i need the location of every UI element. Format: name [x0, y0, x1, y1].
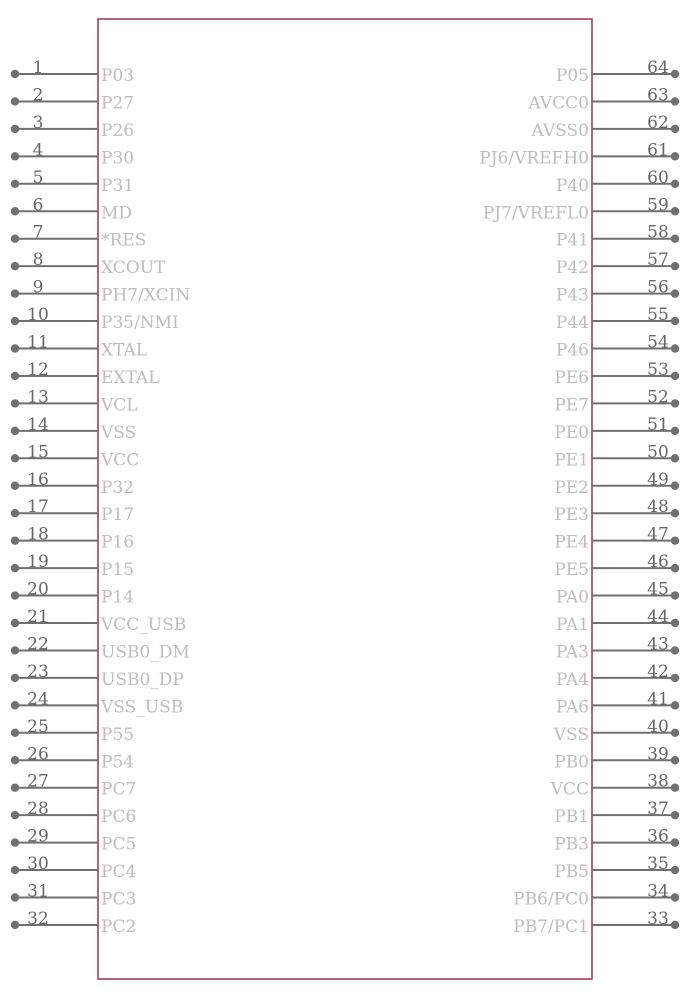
pin-number: 37 — [647, 799, 669, 820]
pin-50 — [554, 442, 679, 470]
pin-number: 49 — [647, 469, 669, 490]
right-pin-group — [479, 58, 679, 937]
pin-number: 12 — [27, 359, 49, 380]
pin-name-label: PE5 — [554, 560, 589, 581]
pin-number: 1 — [32, 58, 44, 78]
pin-name-label: P44 — [555, 313, 589, 334]
pin-63 — [527, 85, 679, 113]
pin-name-label: P03 — [101, 66, 135, 86]
pin-endpoint-dot — [11, 893, 19, 901]
pin-endpoint-dot — [11, 729, 19, 737]
pin-name-label: PE7 — [554, 395, 589, 416]
pin-number: 59 — [647, 195, 669, 216]
pin-number: 62 — [647, 112, 669, 133]
pin-endpoint-dot — [11, 180, 19, 188]
pin-name-label: PC7 — [101, 779, 137, 800]
pin-51 — [554, 415, 679, 443]
pin-number: 38 — [647, 771, 669, 792]
pin-number: 16 — [27, 469, 49, 490]
pin-number: 25 — [27, 716, 49, 737]
pin-endpoint-dot — [11, 97, 19, 105]
pin-name-label: USB0_DP — [101, 669, 184, 690]
pin-7 — [11, 223, 147, 251]
pin-name-label: P32 — [101, 477, 135, 498]
pin-name-label: P35/NMI — [101, 313, 179, 334]
pin-name-label: PE2 — [554, 477, 589, 498]
pin-endpoint-dot — [11, 152, 19, 160]
pin-endpoint-dot — [671, 866, 679, 874]
pin-31 — [11, 882, 136, 910]
pin-name-label: PC2 — [101, 916, 137, 937]
pin-number: 8 — [32, 250, 44, 271]
pin-number: 9 — [32, 277, 44, 298]
pin-endpoint-dot — [671, 344, 679, 352]
pin-34 — [513, 882, 679, 910]
pin-endpoint-dot — [11, 838, 19, 846]
pin-17 — [11, 497, 134, 525]
pin-1 — [11, 58, 134, 86]
pin-endpoint-dot — [11, 482, 19, 490]
pin-14 — [11, 415, 136, 443]
pin-name-label: PA6 — [556, 697, 589, 718]
pin-endpoint-dot — [11, 262, 19, 270]
pin-27 — [11, 772, 136, 800]
pin-number: 42 — [647, 661, 669, 682]
pin-number: 36 — [647, 826, 669, 847]
pin-5 — [11, 168, 134, 196]
pin-number: 2 — [32, 85, 44, 106]
pin-endpoint-dot — [11, 235, 19, 243]
pin-endpoint-dot — [671, 152, 679, 160]
pin-name-label: PA0 — [556, 587, 589, 608]
pin-name-label: P31 — [101, 175, 135, 196]
pin-endpoint-dot — [671, 427, 679, 435]
pin-endpoint-dot — [671, 536, 679, 544]
pin-endpoint-dot — [671, 784, 679, 792]
pin-endpoint-dot — [671, 838, 679, 846]
pin-32 — [11, 909, 136, 937]
pin-name-label: VCL — [101, 395, 138, 416]
pin-3 — [11, 113, 134, 141]
pin-name-label: PE6 — [554, 367, 589, 388]
pin-48 — [554, 497, 679, 525]
pin-60 — [556, 168, 679, 196]
pin-58 — [556, 223, 679, 251]
pin-56 — [556, 278, 679, 306]
pin-endpoint-dot — [11, 509, 19, 517]
pin-37 — [554, 799, 679, 827]
pin-endpoint-dot — [11, 317, 19, 325]
pin-22 — [11, 634, 190, 662]
pin-41 — [556, 689, 679, 717]
pin-number: 51 — [647, 414, 669, 435]
pin-name-label: P15 — [101, 560, 135, 581]
pin-name-label: PC4 — [101, 862, 137, 883]
pin-number: 32 — [27, 908, 49, 929]
pin-12 — [11, 360, 160, 388]
pin-number: 58 — [647, 222, 669, 243]
pin-endpoint-dot — [11, 399, 19, 407]
pin-number: 11 — [27, 332, 49, 353]
pin-number: 26 — [27, 744, 49, 765]
pin-endpoint-dot — [11, 536, 19, 544]
pin-name-label: PB7/PC1 — [513, 916, 589, 937]
pin-number: 52 — [647, 387, 669, 408]
pin-59 — [483, 195, 679, 223]
pin-number: 29 — [27, 826, 49, 847]
pin-28 — [11, 799, 136, 827]
pin-number: 45 — [647, 579, 669, 600]
pin-number: 13 — [27, 387, 49, 408]
pin-endpoint-dot — [671, 207, 679, 215]
pin-name-label: VSS — [101, 422, 137, 443]
pin-name-label: P14 — [101, 587, 135, 608]
pin-number: 61 — [647, 140, 669, 161]
pin-endpoint-dot — [671, 482, 679, 490]
pin-number: 31 — [27, 881, 49, 902]
pin-name-label: PB3 — [554, 834, 589, 855]
pin-endpoint-dot — [671, 262, 679, 270]
pin-name-label: P40 — [555, 175, 589, 196]
pin-name-label: PE4 — [554, 532, 589, 553]
pin-54 — [556, 333, 679, 361]
pin-name-label: PJ7/VREFL0 — [482, 203, 589, 224]
pin-name-label: PA1 — [556, 615, 589, 635]
pin-62 — [530, 113, 679, 141]
pin-endpoint-dot — [11, 866, 19, 874]
pin-number: 7 — [32, 222, 44, 243]
pin-endpoint-dot — [11, 674, 19, 682]
pin-endpoint-dot — [671, 125, 679, 133]
pin-43 — [556, 634, 679, 662]
pin-35 — [554, 854, 679, 882]
pin-number: 57 — [647, 250, 669, 271]
pin-name-label: PB1 — [554, 807, 589, 828]
pin-name-label: P26 — [101, 120, 135, 141]
pin-number: 14 — [27, 414, 49, 435]
pin-name-label: P46 — [555, 340, 589, 361]
pin-number: 15 — [27, 442, 49, 463]
pin-6 — [11, 195, 132, 223]
pin-30 — [11, 854, 136, 882]
pin-endpoint-dot — [671, 235, 679, 243]
pin-33 — [513, 909, 679, 937]
pin-number: 10 — [27, 305, 49, 326]
pin-name-label: EXTAL — [101, 367, 160, 388]
pin-20 — [11, 580, 134, 608]
pin-number: 27 — [27, 771, 49, 792]
pin-number: 53 — [647, 359, 669, 380]
pin-61 — [479, 140, 679, 168]
pin-name-label: P27 — [101, 93, 135, 114]
pin-name-label: PA4 — [556, 669, 589, 690]
pin-name-label: PC5 — [101, 834, 137, 855]
pin-name-label: PE0 — [554, 422, 589, 443]
pin-45 — [556, 580, 679, 608]
pin-49 — [554, 470, 679, 498]
left-pin-group — [11, 58, 191, 937]
pin-19 — [11, 552, 134, 580]
pin-number: 30 — [27, 854, 49, 875]
pin-number: 6 — [32, 195, 44, 216]
pin-name-label: PB6/PC0 — [513, 889, 589, 910]
pin-endpoint-dot — [11, 784, 19, 792]
pin-name-label: P54 — [101, 752, 135, 773]
pin-number: 19 — [27, 552, 49, 573]
pin-52 — [554, 387, 679, 415]
pin-endpoint-dot — [11, 646, 19, 654]
pin-name-label: PA3 — [556, 642, 589, 663]
pin-name-label: PJ6/VREFH0 — [479, 148, 589, 169]
pin-name-label: VCC — [550, 779, 589, 800]
pin-4 — [11, 140, 134, 168]
pin-13 — [11, 387, 138, 415]
pin-64 — [556, 58, 679, 86]
pin-name-label: AVCC0 — [528, 93, 589, 114]
pin-endpoint-dot — [671, 729, 679, 737]
pin-38 — [550, 772, 679, 800]
pin-endpoint-dot — [671, 97, 679, 105]
pin-53 — [554, 360, 679, 388]
pin-name-label: MD — [101, 203, 133, 224]
pin-endpoint-dot — [671, 399, 679, 407]
pin-number: 35 — [647, 854, 669, 875]
pin-endpoint-dot — [671, 646, 679, 654]
pin-number: 47 — [647, 524, 669, 545]
pin-number: 22 — [27, 634, 49, 655]
pin-endpoint-dot — [11, 207, 19, 215]
pin-11 — [11, 333, 147, 361]
pin-15 — [11, 442, 139, 470]
pin-name-label: VSS_USB — [101, 697, 184, 718]
pin-number: 4 — [32, 140, 44, 161]
pin-18 — [11, 525, 134, 553]
pin-name-label: PE1 — [554, 450, 589, 471]
pin-number: 54 — [647, 332, 669, 353]
pin-number: 41 — [647, 689, 669, 710]
pin-name-label: AVSS0 — [531, 120, 589, 141]
pin-endpoint-dot — [671, 564, 679, 572]
pin-endpoint-dot — [11, 344, 19, 352]
pin-name-label: VCC — [101, 450, 140, 471]
pin-44 — [556, 607, 679, 635]
pin-endpoint-dot — [11, 289, 19, 297]
pin-endpoint-dot — [671, 70, 679, 78]
pin-name-label: PH7/XCIN — [101, 285, 191, 306]
pin-number: 43 — [647, 634, 669, 655]
pin-29 — [11, 827, 136, 855]
pin-name-label: *RES — [101, 230, 147, 251]
pin-8 — [11, 250, 166, 278]
pin-name-label: PB5 — [554, 862, 589, 883]
pin-9 — [11, 278, 191, 306]
pin-name-label: P16 — [101, 532, 135, 553]
pin-endpoint-dot — [671, 317, 679, 325]
pin-number: 24 — [27, 689, 49, 710]
pin-endpoint-dot — [671, 180, 679, 188]
pin-name-label: P41 — [555, 230, 589, 251]
pin-number: 33 — [647, 908, 669, 929]
pin-25 — [11, 717, 134, 745]
pin-name-label: P55 — [101, 724, 135, 745]
pin-name-label: VSS — [553, 724, 589, 745]
pin-name-label: PC3 — [101, 889, 137, 910]
pin-number: 56 — [647, 277, 669, 298]
pin-46 — [554, 552, 679, 580]
pin-36 — [554, 827, 679, 855]
pin-57 — [556, 250, 679, 278]
pin-endpoint-dot — [11, 454, 19, 462]
pin-endpoint-dot — [11, 619, 19, 627]
pin-26 — [11, 744, 134, 772]
pin-name-label: P05 — [555, 66, 589, 86]
pin-name-label: XTAL — [101, 340, 148, 361]
pin-number: 64 — [647, 58, 669, 78]
pin-number: 46 — [647, 552, 669, 573]
pin-name-label: PC6 — [101, 807, 137, 828]
pin-number: 21 — [27, 607, 49, 627]
pin-number: 44 — [647, 607, 669, 627]
pin-10 — [11, 305, 179, 333]
pin-55 — [556, 305, 679, 333]
pin-40 — [553, 717, 679, 745]
pin-endpoint-dot — [11, 591, 19, 599]
pin-name-label: PB0 — [554, 752, 589, 773]
pin-endpoint-dot — [11, 756, 19, 764]
pin-endpoint-dot — [671, 701, 679, 709]
pin-2 — [11, 85, 134, 113]
pin-number: 18 — [27, 524, 49, 545]
pin-number: 50 — [647, 442, 669, 463]
pin-number: 3 — [32, 112, 44, 133]
pin-name-label: P42 — [555, 258, 589, 279]
pin-endpoint-dot — [671, 454, 679, 462]
pin-47 — [554, 525, 679, 553]
pin-42 — [556, 662, 679, 690]
pin-number: 23 — [27, 661, 49, 682]
pin-name-label: VCC_USB — [101, 615, 187, 635]
pin-endpoint-dot — [11, 125, 19, 133]
pin-name-label: XCOUT — [101, 258, 166, 279]
pin-name-label: P43 — [555, 285, 589, 306]
pin-endpoint-dot — [11, 427, 19, 435]
pin-39 — [554, 744, 679, 772]
pin-number: 20 — [27, 579, 49, 600]
pin-number: 63 — [647, 85, 669, 106]
pin-number: 48 — [647, 497, 669, 518]
pin-endpoint-dot — [671, 509, 679, 517]
pin-endpoint-dot — [11, 811, 19, 819]
pin-name-label: P17 — [101, 505, 135, 526]
pin-endpoint-dot — [671, 372, 679, 380]
pin-endpoint-dot — [671, 619, 679, 627]
pin-16 — [11, 470, 134, 498]
pin-number: 34 — [647, 881, 669, 902]
pin-number: 17 — [27, 497, 49, 518]
pin-number: 55 — [647, 305, 669, 326]
pin-name-label: USB0_DM — [101, 642, 190, 663]
pin-endpoint-dot — [671, 674, 679, 682]
pin-number: 28 — [27, 799, 49, 820]
pin-endpoint-dot — [11, 701, 19, 709]
pin-number: 60 — [647, 167, 669, 188]
pin-endpoint-dot — [671, 289, 679, 297]
pin-endpoint-dot — [11, 921, 19, 929]
pin-name-label: PE3 — [554, 505, 589, 526]
pin-endpoint-dot — [11, 564, 19, 572]
pin-endpoint-dot — [671, 591, 679, 599]
pin-name-label: P30 — [101, 148, 135, 169]
pin-endpoint-dot — [671, 811, 679, 819]
pin-endpoint-dot — [671, 756, 679, 764]
pin-endpoint-dot — [671, 893, 679, 901]
pin-number: 39 — [647, 744, 669, 765]
pin-number: 5 — [32, 167, 44, 188]
pin-24 — [11, 689, 183, 717]
pin-endpoint-dot — [11, 372, 19, 380]
pin-number: 40 — [647, 716, 669, 737]
pin-endpoint-dot — [671, 921, 679, 929]
pin-endpoint-dot — [11, 70, 19, 78]
